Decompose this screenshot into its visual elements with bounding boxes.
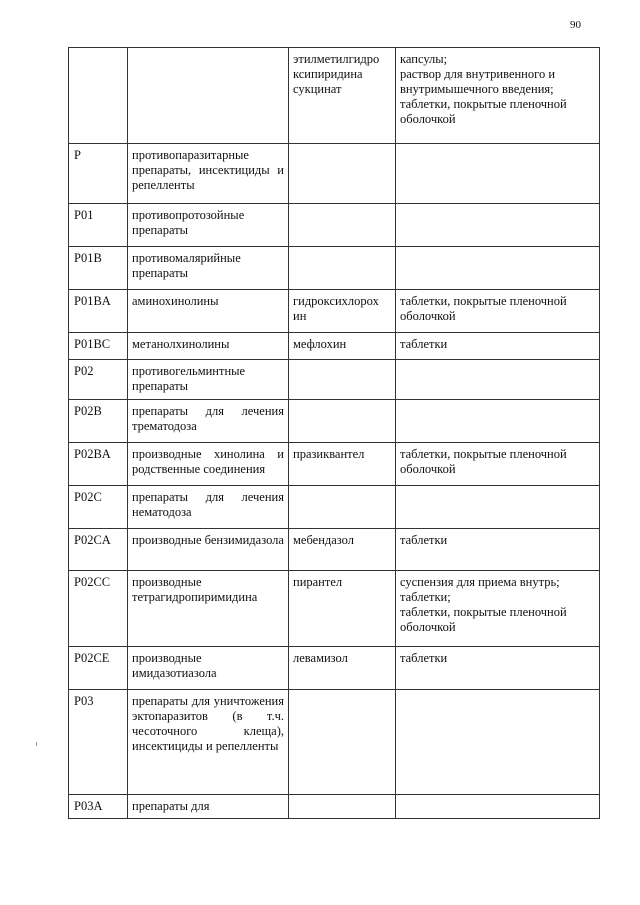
table-row bbox=[69, 333, 600, 360]
dosage-form-cell bbox=[396, 400, 600, 443]
table-row bbox=[69, 360, 600, 400]
table-row bbox=[69, 290, 600, 333]
drug-name-cell: левамизол bbox=[289, 647, 396, 690]
scan-artifact bbox=[36, 742, 37, 746]
atc-code-cell: P02CE bbox=[69, 647, 128, 690]
atc-code-cell: P03 bbox=[69, 690, 128, 795]
table-row bbox=[69, 400, 600, 443]
drug-name-cell bbox=[289, 360, 396, 400]
dosage-form-cell bbox=[396, 690, 600, 795]
dosage-form-cell: таблетки bbox=[396, 333, 600, 360]
drug-name-cell bbox=[289, 690, 396, 795]
drug-name-cell bbox=[289, 486, 396, 529]
table-row bbox=[69, 690, 600, 795]
atc-code-cell: P02 bbox=[69, 360, 128, 400]
atc-code-cell: P02B bbox=[69, 400, 128, 443]
drug-name-cell: этилметилгидро ксипиридина сукцинат bbox=[289, 48, 396, 144]
group-name-cell: препараты для лечения нематодоза bbox=[128, 486, 289, 529]
drug-name-cell bbox=[289, 247, 396, 290]
drug-name-cell bbox=[289, 795, 396, 819]
drug-name-cell: празиквантел bbox=[289, 443, 396, 486]
group-name-cell: противомалярийные препараты bbox=[128, 247, 289, 290]
table-row bbox=[69, 571, 600, 647]
table-row bbox=[69, 486, 600, 529]
group-name-cell: аминохинолины bbox=[128, 290, 289, 333]
drug-name-cell: пирантел bbox=[289, 571, 396, 647]
atc-code-cell: P02BA bbox=[69, 443, 128, 486]
dosage-form-cell: таблетки, покрытые пленочной оболочкой bbox=[396, 290, 600, 333]
table-row bbox=[69, 144, 600, 204]
atc-code-cell: P01 bbox=[69, 204, 128, 247]
dosage-form-cell bbox=[396, 486, 600, 529]
group-name-cell: производные бензимидазола bbox=[128, 529, 289, 571]
atc-code-cell: P03A bbox=[69, 795, 128, 819]
group-name-cell: метанолхинолины bbox=[128, 333, 289, 360]
dosage-form-cell: суспензия для приема внутрь; таблетки; таблетки, покрытые пленочной оболочкой bbox=[396, 571, 600, 647]
dosage-form-cell: таблетки bbox=[396, 529, 600, 571]
dosage-form-cell: таблетки bbox=[396, 647, 600, 690]
group-name-cell bbox=[128, 48, 289, 144]
dosage-form-cell bbox=[396, 204, 600, 247]
atc-code-cell: P02CA bbox=[69, 529, 128, 571]
group-name-cell: препараты для лечения трематодоза bbox=[128, 400, 289, 443]
table-row bbox=[69, 247, 600, 290]
atc-code-cell: P01BA bbox=[69, 290, 128, 333]
table-row bbox=[69, 443, 600, 486]
drug-name-cell bbox=[289, 400, 396, 443]
atc-code-cell: P bbox=[69, 144, 128, 204]
table-row bbox=[69, 529, 600, 571]
drug-name-cell: гидроксихлорох ин bbox=[289, 290, 396, 333]
medication-table-body bbox=[69, 48, 600, 819]
group-name-cell: противогельминтные препараты bbox=[128, 360, 289, 400]
group-name-cell: противопаразитарные препараты, инсектициды и репелленты bbox=[128, 144, 289, 204]
table-row bbox=[69, 48, 600, 144]
dosage-form-cell: капсулы; раствор для внутривенного и внутримышечного введения; таблетки, покрытые пленочной оболочкой bbox=[396, 48, 600, 144]
dosage-form-cell bbox=[396, 360, 600, 400]
group-name-cell: противопротозойные препараты bbox=[128, 204, 289, 247]
table-row bbox=[69, 647, 600, 690]
drug-name-cell bbox=[289, 144, 396, 204]
dosage-form-cell: таблетки, покрытые пленочной оболочкой bbox=[396, 443, 600, 486]
group-name-cell: производные имидазотиазола bbox=[128, 647, 289, 690]
medication-table bbox=[68, 47, 600, 819]
atc-code-cell: P01BC bbox=[69, 333, 128, 360]
dosage-form-cell bbox=[396, 247, 600, 290]
group-name-cell: производные тетрагидропиримидина bbox=[128, 571, 289, 647]
table-row bbox=[69, 204, 600, 247]
atc-code-cell: P02C bbox=[69, 486, 128, 529]
drug-name-cell: мефлохин bbox=[289, 333, 396, 360]
atc-code-cell: P01B bbox=[69, 247, 128, 290]
group-name-cell: препараты для уничтожения эктопаразитов (в т.ч. чесоточного клеща), инсектициды и репелленты bbox=[128, 690, 289, 795]
group-name-cell: производные хинолина и родственные соединения bbox=[128, 443, 289, 486]
table-row bbox=[69, 795, 600, 819]
atc-code-cell: P02CC bbox=[69, 571, 128, 647]
drug-name-cell: мебендазол bbox=[289, 529, 396, 571]
group-name-cell: препараты для bbox=[128, 795, 289, 819]
dosage-form-cell bbox=[396, 795, 600, 819]
dosage-form-cell bbox=[396, 144, 600, 204]
atc-code-cell bbox=[69, 48, 128, 144]
drug-name-cell bbox=[289, 204, 396, 247]
page-number: 90 bbox=[570, 19, 581, 31]
